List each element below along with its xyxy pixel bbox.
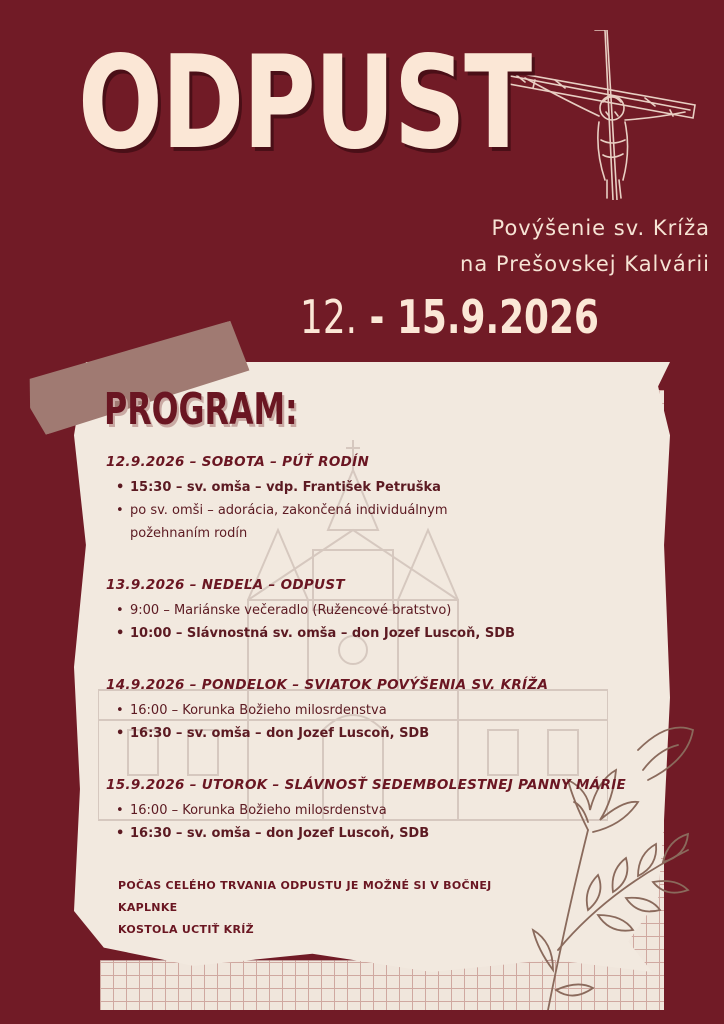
day-title: 15.9.2026 – UTOROK – SLÁVNOSŤ SEDEMBOLESTNEJ PANNY MÁRIE <box>106 777 627 793</box>
date-start: 12. <box>300 290 358 344</box>
program-day <box>106 575 646 645</box>
footer-note <box>118 875 518 941</box>
subtitle-line-2: na Prešovskej Kalvárii <box>460 252 710 276</box>
subtitle <box>460 210 710 282</box>
program-item: • 10:00 – Slávnostná sv. omša – don Jozef Luscoň, SDB <box>116 622 646 645</box>
day-title: 13.9.2026 – NEDEĽA – ODPUST <box>106 577 345 593</box>
event-dates <box>300 290 599 344</box>
day-title: 12.9.2026 – SOBOTA – PÚŤ RODÍN <box>106 454 370 470</box>
footer-note-line-2: KOSTOLA UCTIŤ KRÍŽ <box>118 923 254 936</box>
program-heading: PROGRAM: <box>104 384 298 435</box>
subtitle-line-1: Povýšenie sv. Kríža <box>491 216 710 240</box>
program-list <box>106 452 646 853</box>
program-day <box>106 452 646 545</box>
program-item: • 16:00 – Korunka Božieho milosrdenstva <box>116 699 646 722</box>
date-dash: - <box>369 290 385 344</box>
program-item: • 16:30 – sv. omša – don Jozef Luscoň, SDB <box>116 722 646 745</box>
program-item: • 16:30 – sv. omša – don Jozef Luscoň, SDB <box>116 822 646 845</box>
footer-note-line-1: POČAS CELÉHO TRVANIA ODPUSTU JE MOŽNÉ SI V BOČNEJ KAPLNKE <box>118 879 492 914</box>
program-day <box>106 675 646 745</box>
program-day <box>106 775 646 845</box>
day-title: 14.9.2026 – PONDELOK – SVIATOK POVÝŠENIA SV. KRÍŽA <box>106 677 549 693</box>
date-end: 15.9.2026 <box>396 290 599 344</box>
program-item: • 9:00 – Mariánske večeradlo (Ružencové bratstvo) <box>116 599 646 622</box>
program-item: • po sv. omši – adorácia, zakončená individuálnym požehnaním rodín <box>116 499 510 545</box>
program-item: • 16:00 – Korunka Božieho milosrdenstva <box>116 799 646 822</box>
program-item: • 15:30 – sv. omša – vdp. František Petruška <box>116 476 646 499</box>
page-title: ODPUST <box>78 29 531 178</box>
